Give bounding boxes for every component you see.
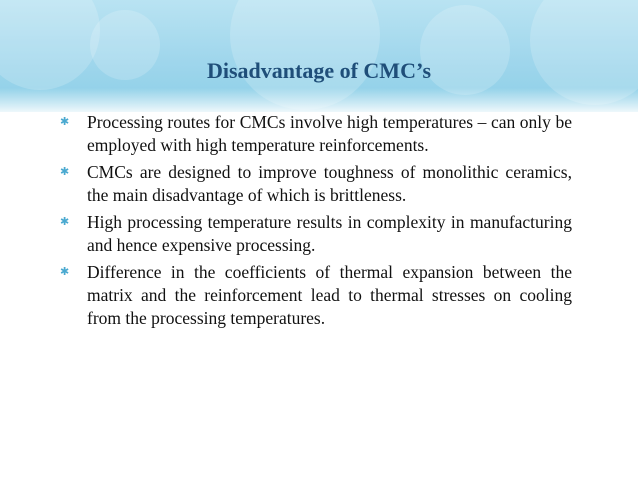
bullet-item — [60, 161, 572, 207]
bullet-list — [60, 111, 572, 334]
header-fade — [0, 88, 638, 112]
asterisk-bullet-icon: ✱ — [60, 115, 70, 128]
slide-title: Disadvantage of CMC’s — [206, 58, 432, 83]
bullet-item — [60, 111, 572, 157]
bullet-item — [60, 211, 572, 257]
header-background — [0, 0, 638, 112]
bullet-item — [60, 261, 572, 330]
bullet-text: Difference in the coefficients of thermal expansion between the matrix and the reinforcement lead to thermal stresses on cooling from the processing temperatures. — [87, 262, 572, 328]
bullet-text: CMCs are designed to improve toughness of monolithic ceramics, the main disadvantage of which is brittleness. — [87, 162, 572, 205]
asterisk-bullet-icon: ✱ — [60, 215, 70, 228]
bullet-text: Processing routes for CMCs involve high temperatures – can only be employed with high temperature reinforcements. — [87, 112, 572, 155]
bullet-text: High processing temperature results in complexity in manufacturing and hence expensive processing. — [87, 212, 572, 255]
asterisk-bullet-icon: ✱ — [60, 265, 70, 278]
asterisk-bullet-icon: ✱ — [60, 165, 70, 178]
